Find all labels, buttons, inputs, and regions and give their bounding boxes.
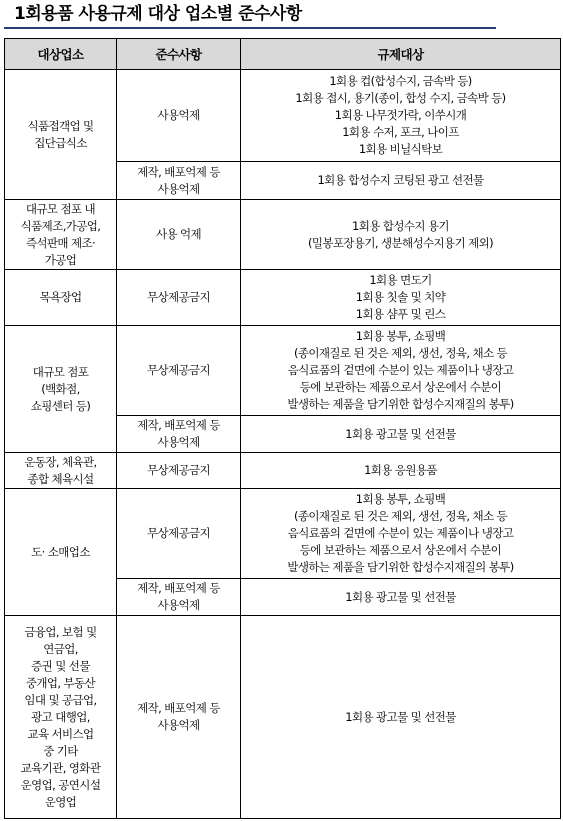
title-underline bbox=[4, 27, 496, 29]
target-cell: 1회용 컵(합성수지, 금속박 등) 1회용 접시, 용기(종이, 합성 수지, 금속박 등) 1회용 나무젓가락, 이쑤시개 1회용 수저, 포크, 나이프 1회용 비닐식탁보 bbox=[241, 70, 561, 162]
place-cell: 대규모 점포 내 식품제조,가공업, 즉석판매 제조· 가공업 bbox=[5, 200, 117, 270]
target-cell: 1회용 면도기 1회용 칫솔 및 치약 1회용 샴푸 및 린스 bbox=[241, 270, 561, 326]
target-cell: 1회용 광고물 및 선전물 bbox=[241, 416, 561, 453]
title-block bbox=[4, 4, 496, 29]
action-cell: 사용억제 bbox=[117, 70, 241, 162]
action-cell: 무상제공금지 bbox=[117, 489, 241, 579]
target-cell: 1회용 광고물 및 선전물 bbox=[241, 579, 561, 616]
table-row bbox=[5, 326, 561, 416]
table-row bbox=[5, 453, 561, 489]
target-cell: 1회용 봉투, 쇼핑백 (종이재질로 된 것은 제외, 생선, 정육, 채소 등 음식료품의 겉면에 수분이 있는 제품이나 냉장고 등에 보관하는 제품으로서 상온에서 수분이 발생하는 제품을 담기위한 합성수지재질의 봉투) bbox=[241, 326, 561, 416]
target-cell: 1회용 봉투, 쇼핑백 (종이재질로 된 것은 제외, 생선, 정육, 채소 등 음식료품의 겉면에 수분이 있는 제품이나 냉장고 등에 보관하는 제품으로서 상온에서 수분이 발생하는 제품을 담기위한 합성수지재질의 봉투) bbox=[241, 489, 561, 579]
target-cell: 1회용 합성수지 코팅된 광고 선전물 bbox=[241, 162, 561, 200]
target-cell: 1회용 응원용품 bbox=[241, 453, 561, 489]
action-cell: 제작, 배포억제 등 사용억제 bbox=[117, 579, 241, 616]
place-cell: 운동장, 체육관, 종합 체육시설 bbox=[5, 453, 117, 489]
action-cell: 제작, 배포억제 등 사용억제 bbox=[117, 416, 241, 453]
table-row bbox=[5, 616, 561, 819]
header-target: 규제대상 bbox=[241, 39, 561, 70]
page-title: 1회용품 사용규제 대상 업소별 준수사항 bbox=[14, 4, 302, 24]
action-cell: 제작, 배포억제 등 사용억제 bbox=[117, 162, 241, 200]
target-cell: 1회용 합성수지 용기 (밀봉포장용기, 생분해성수지용기 제외) bbox=[241, 200, 561, 270]
table-row bbox=[5, 270, 561, 326]
action-cell: 무상제공금지 bbox=[117, 453, 241, 489]
table-row bbox=[5, 70, 561, 162]
target-cell: 1회용 광고물 및 선전물 bbox=[241, 616, 561, 819]
action-cell: 무상제공금지 bbox=[117, 326, 241, 416]
place-cell: 도· 소매업소 bbox=[5, 489, 117, 616]
table-header-row bbox=[5, 39, 561, 70]
place-cell: 식품접객업 및 집단급식소 bbox=[5, 70, 117, 200]
place-cell: 금융업, 보험 및 연금업, 증권 및 선물 중개업, 부동산 임대 및 공급업, 광고 대행업, 교육 서비스업 중 기타 교육기관, 영화관 운영업, 공연시설 운영업 bbox=[5, 616, 117, 819]
place-cell: 대규모 점포 (백화점, 쇼핑센터 등) bbox=[5, 326, 117, 453]
regulation-table bbox=[4, 38, 561, 819]
table-row bbox=[5, 489, 561, 579]
action-cell: 무상제공금지 bbox=[117, 270, 241, 326]
table-row bbox=[5, 200, 561, 270]
header-action: 준수사항 bbox=[117, 39, 241, 70]
header-place: 대상업소 bbox=[5, 39, 117, 70]
action-cell: 사용 억제 bbox=[117, 200, 241, 270]
action-cell: 제작, 배포억제 등 사용억제 bbox=[117, 616, 241, 819]
place-cell: 목욕장업 bbox=[5, 270, 117, 326]
